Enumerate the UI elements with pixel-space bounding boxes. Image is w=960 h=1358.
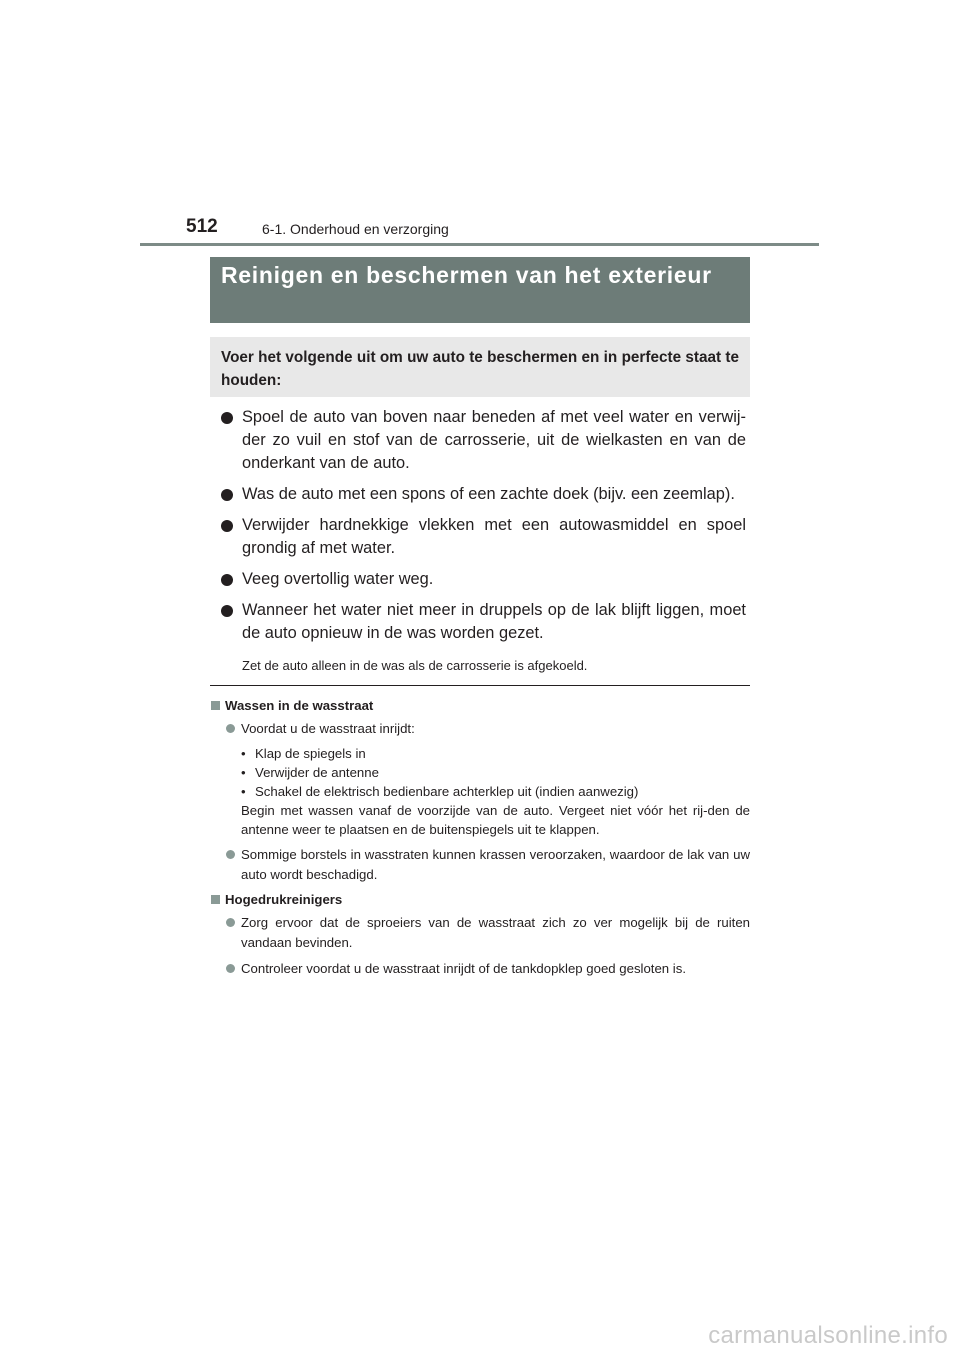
intro-text: Voer het volgende uit om uw auto te beschermen en in perfecte staat te houden: bbox=[221, 349, 739, 389]
note-item-text: Sommige borstels in wasstraten kunnen krassen veroorzaken, waardoor de lak van uw auto wordt beschadigd. bbox=[241, 847, 750, 882]
sub-list-item-text: Klap de spiegels in bbox=[255, 746, 366, 761]
bullet-icon bbox=[226, 724, 235, 733]
bullet-icon bbox=[221, 412, 233, 424]
bullet-icon bbox=[221, 489, 233, 501]
title-banner bbox=[210, 257, 750, 323]
sub-list-item-text: Schakel de elektrisch bedienbare achterklep uit (indien aanwezig) bbox=[255, 784, 639, 799]
square-bullet-icon bbox=[211, 895, 220, 904]
list-item bbox=[210, 599, 746, 645]
note-paragraph: Begin met wassen vanaf de voorzijde van de auto. Vergeet niet vóór het rij-den de antenne weer te plaatsen en de buitenspiegels uit te klappen. bbox=[241, 803, 750, 837]
bullet-icon bbox=[226, 918, 235, 927]
note-heading bbox=[210, 891, 750, 909]
page-title: Reinigen en beschermen van het exterieur bbox=[221, 262, 712, 288]
page-number: 512 bbox=[186, 216, 218, 237]
bullet-icon bbox=[226, 850, 235, 859]
note-item bbox=[210, 913, 750, 953]
note-item bbox=[210, 845, 750, 885]
sub-bullet: • bbox=[241, 784, 246, 799]
bullet-icon bbox=[221, 520, 233, 532]
square-bullet-icon bbox=[211, 701, 220, 710]
note-item bbox=[210, 959, 750, 979]
sub-list-item bbox=[241, 782, 750, 801]
bullet-icon bbox=[221, 605, 233, 617]
list-item-text: Was de auto met een spons of een zachte doek (bijv. een zeemlap). bbox=[242, 485, 735, 503]
bullet-icon bbox=[221, 574, 233, 586]
list-item bbox=[210, 514, 746, 560]
note-heading-text: Hogedrukreinigers bbox=[225, 892, 343, 907]
list-item bbox=[210, 483, 746, 506]
note-item-text: Zorg ervoor dat de sproeiers van de wasstraat zich zo ver mogelijk bij de ruiten vandaan bevinden. bbox=[241, 915, 750, 950]
note-group-pressure-washers bbox=[210, 891, 750, 979]
note-group-car-wash bbox=[210, 697, 750, 885]
watermark: carmanualsonline.info bbox=[708, 1322, 948, 1349]
notes-divider bbox=[210, 685, 750, 686]
note-item-text: Controleer voordat u de wasstraat inrijdt of de tankdopklep goed gesloten is. bbox=[241, 961, 686, 976]
bullet-icon bbox=[226, 964, 235, 973]
note-heading bbox=[210, 697, 750, 715]
sub-list bbox=[241, 744, 750, 801]
notes-section bbox=[210, 697, 750, 985]
list-item bbox=[210, 568, 746, 591]
note-heading-text: Wassen in de wasstraat bbox=[225, 698, 374, 713]
sub-list-item bbox=[241, 744, 750, 763]
main-note: Zet de auto alleen in de was als de carrosserie is afgekoeld. bbox=[242, 658, 588, 673]
list-item-text: Verwijder hardnekkige vlekken met een autowasmiddel en spoel grondig af met water. bbox=[242, 516, 746, 557]
note-item-text: Voordat u de wasstraat inrijdt: bbox=[241, 721, 415, 736]
list-item-text: Veeg overtollig water weg. bbox=[242, 570, 434, 588]
section-label: 6-1. Onderhoud en verzorging bbox=[262, 221, 449, 237]
sub-bullet: • bbox=[241, 765, 246, 780]
intro-box bbox=[210, 337, 750, 397]
sub-list-item-text: Verwijder de antenne bbox=[255, 765, 379, 780]
main-list bbox=[210, 406, 746, 675]
header-rule bbox=[140, 243, 819, 246]
sub-list-item bbox=[241, 763, 750, 782]
list-item-text: Spoel de auto van boven naar beneden af met veel water en verwij-der zo vuil en stof van de carrosserie, uit de wielkasten en van de onderkant van de auto. bbox=[242, 408, 746, 472]
list-item bbox=[210, 406, 746, 475]
note-item bbox=[210, 719, 750, 839]
sub-bullet: • bbox=[241, 746, 246, 761]
list-item-text: Wanneer het water niet meer in druppels op de lak blijft liggen, moet de auto opnieuw in de was worden gezet. bbox=[242, 601, 746, 642]
